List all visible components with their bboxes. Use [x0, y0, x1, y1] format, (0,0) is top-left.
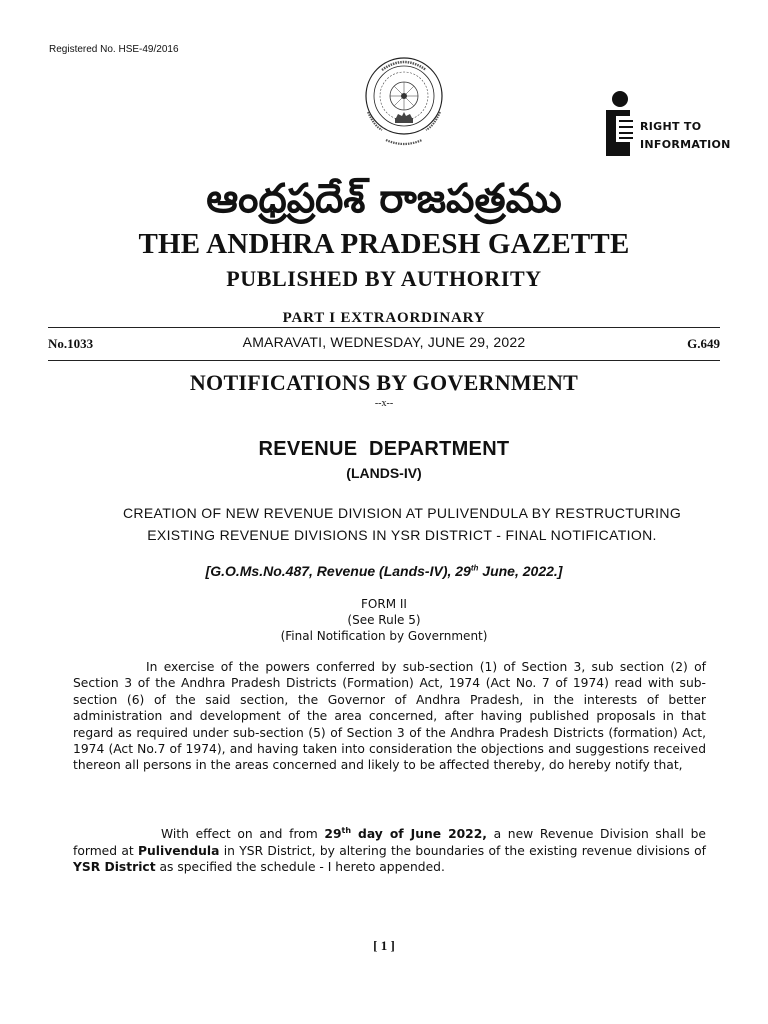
part-label: PART I EXTRAORDINARY	[282, 310, 486, 326]
paragraph-1: In exercise of the powers conferred by sub-section (1) of Section 3, sub section (2) of Section 3 of the Andhra Pradesh Districts (Formation) Act, 1974 (Act No. 7 of 1974) read with sub-section (6) of the said section, the Governor of Andhra Pradesh, in the interests of better administration and development of the area concerned, after having published proposals in that regard as required under sub-section (5) of Section 3 of the Andhra Pradesh Districts (formation) Act, 1974 (Act No.7 of 1974), and having taken into consideration the objections and suggestions received thereon all persons in the areas concerned and likely to be affected thereby, do hereby notify that,	[73, 660, 706, 773]
subject-line-1: CREATION OF NEW REVENUE DIVISION AT PULIVENDULA BY RESTRUCTURING	[122, 505, 682, 521]
telugu-title: ఆంధ్రప్రదేశ్ రాజపత్రము	[206, 176, 562, 222]
p2-text-1: With effect on and from	[161, 827, 325, 842]
go-ref-main: [G.O.Ms.No.487, Revenue (Lands-IV), 29	[205, 563, 471, 579]
p2-day-sup: th	[341, 826, 352, 835]
state-emblem-icon	[362, 56, 446, 156]
header-rule-top	[48, 327, 720, 328]
subject	[60, 502, 744, 546]
g-number: G.649	[687, 336, 720, 351]
issue-number: No.1033	[48, 336, 94, 351]
gazette-title: THE ANDHRA PRADESH GAZETTE	[138, 228, 630, 260]
p2-place-bold: Pulivendula	[138, 843, 220, 858]
page-number: [ 1 ]	[373, 938, 395, 953]
go-reference	[0, 563, 768, 579]
go-ref-tail: June, 2022.]	[478, 563, 563, 579]
issue-place-date: AMARAVATI, WEDNESDAY, JUNE 29, 2022	[242, 334, 526, 350]
header-rule-bottom	[48, 360, 720, 361]
form-line-1: FORM II	[361, 597, 407, 611]
p2-text-3: in YSR District, by altering the boundaries of the existing revenue divisions of	[219, 843, 706, 858]
paragraph-2	[73, 823, 706, 875]
registered-number: Registered No. HSE-49/2016	[49, 44, 179, 55]
go-ref-sup: th	[470, 563, 479, 573]
separator: --x--	[374, 398, 394, 409]
rti-line-1: RIGHT TO	[640, 120, 702, 133]
section-title: NOTIFICATIONS BY GOVERNMENT	[189, 370, 579, 395]
form-line-2: (See Rule 5)	[347, 613, 421, 627]
sub-department: (LANDS-IV)	[346, 465, 422, 481]
published-by-authority: PUBLISHED BY AUTHORITY	[226, 266, 542, 291]
form-line-3: (Final Notification by Government)	[280, 629, 488, 643]
form-heading	[0, 596, 768, 644]
subject-line-2: EXISTING REVENUE DIVISIONS IN YSR DISTRICT - FINAL NOTIFICATION.	[147, 527, 657, 543]
department-title: REVENUE DEPARTMENT	[258, 438, 510, 460]
rti-line-2: INFORMATION	[640, 138, 731, 151]
p2-day: 29	[324, 827, 342, 842]
p2-district-bold: YSR District	[73, 859, 156, 874]
p2-text-2: a new Revenue Division shall be formed at	[73, 827, 706, 858]
p2-text-4: as specified the schedule - I hereto appended.	[155, 859, 445, 874]
p2-month: day of June 2022,	[351, 827, 487, 842]
rti-text	[640, 118, 731, 154]
p2-date-bold	[324, 827, 487, 841]
